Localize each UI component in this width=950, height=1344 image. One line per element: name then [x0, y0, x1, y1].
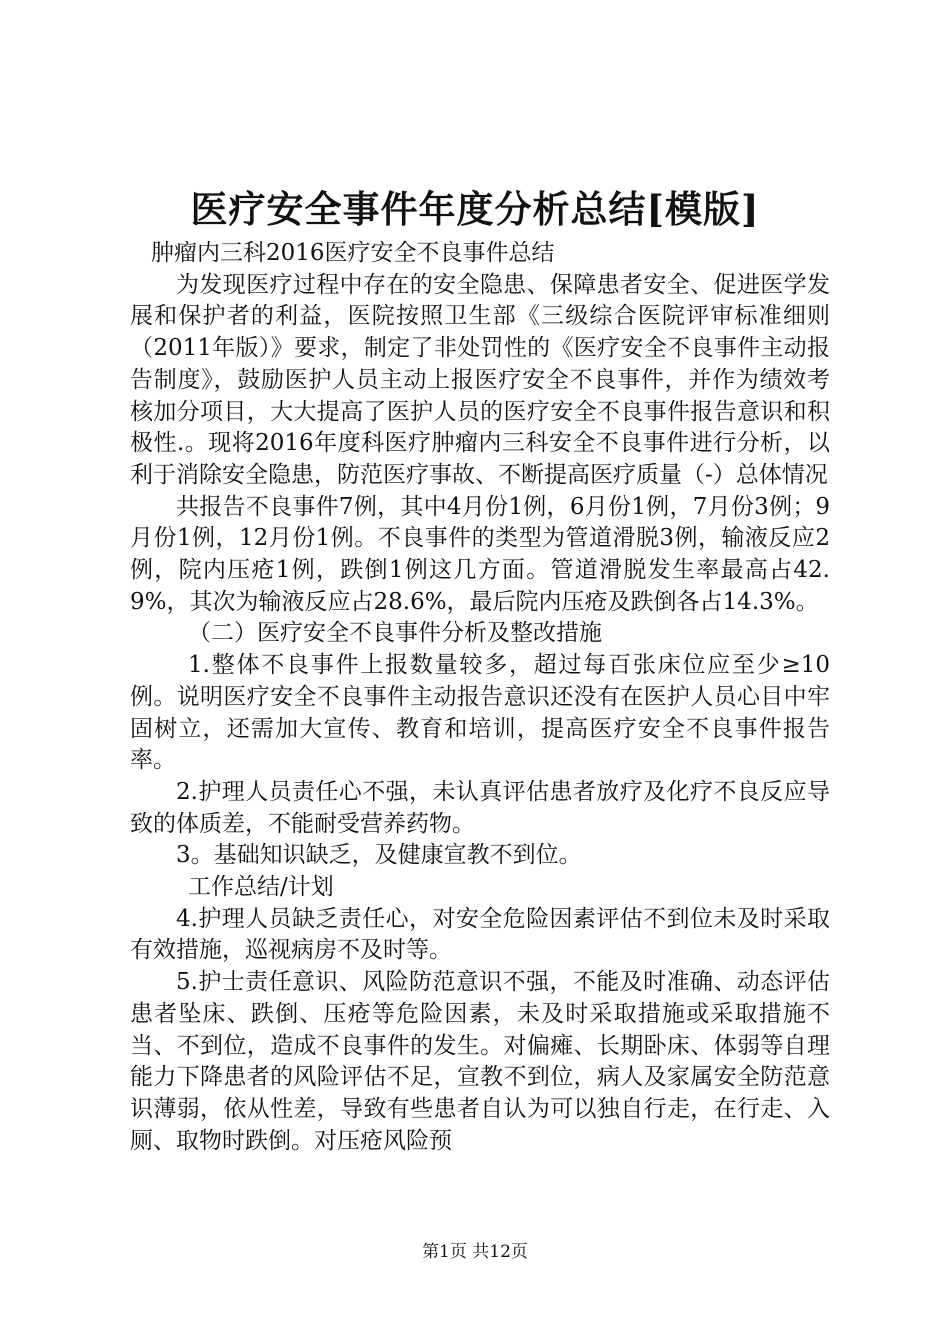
paragraph-section-heading: （二）医疗安全不良事件分析及整改措施 [188, 620, 602, 647]
paragraph-item-3: 3。基础知识缺乏，及健康宣教不到位。 [176, 842, 582, 869]
page-footer: 第1页 共12页 [422, 1242, 528, 1262]
paragraph-item-4: 4.护理人员缺乏责任心，对安全危险因素评估不到位未及时采取有效措施，巡视病房不及时等。 [130, 905, 830, 964]
paragraph-subtitle: 肿瘤内三科2016医疗安全不良事件总结 [151, 240, 555, 266]
paragraph-item-5: 5.护士责任意识、风险防范意识不强，不能及时准确、动态评估患者坠床、跌倒、压疮等危险因素，未及时采取措施或采取措施不当、不到位，造成不良事件的发生。对偏瘫、长期卧床、体弱等自理能力下降患者的风险评估不足，宣教不到位，病人及家属安全防范意识薄弱，依从性差，导致有些患者自认为可以独自行走，在行走、入厕、取物时跌倒。对压疮风险预 [130, 969, 830, 1154]
paragraph-overall-stats: 共报告不良事件7例，其中4月份1例，6月份1例，7月份3例；9月份1例，12月份1例。不良事件的类型为管道滑脱3例，输液反应2例，院内压疮1例，跌倒1例这几方面。管道滑脱发生率最高占42.9%，其次为输液反应占28.6%，最后院内压疮及跌倒各占14.3%。 [130, 493, 830, 615]
paragraph-item-2: 2.护理人员责任心不强，未认真评估患者放疗及化疗不良反应导致的体质差，不能耐受营养药物。 [130, 778, 830, 837]
paragraph-item-1: 1.整体不良事件上报数量较多，超过每百张床位应至少≥10例。说明医疗安全不良事件主动报告意识还没有在医护人员心目中牢固树立，还需加大宣传、教育和培训，提高医疗安全不良事件报告率。 [130, 652, 830, 774]
paragraph-intro: 为发现医疗过程中存在的安全隐患、保障患者安全、促进医学发展和保护者的利益，医院按照卫生部《三级综合医院评审标准细则（2011年版）》要求，制定了非处罚性的《医疗安全不良事件主动报告制度》，鼓励医护人员主动上报医疗安全不良事件，并作为绩效考核加分项目，大大提高了医护人员的医疗安全不良事件报告意识和积极性.。现将2016年度科医疗肿瘤内三科安全不良事件进行分析，以利于消除安全隐患，防范医疗事故、不断提高医疗质量（-）总体情况 [130, 271, 830, 488]
document-body [130, 238, 830, 1157]
document-title: 医疗安全事件年度分析总结[模版] [190, 187, 760, 231]
paragraph-work-summary-label: 工作总结/计划 [188, 874, 334, 901]
